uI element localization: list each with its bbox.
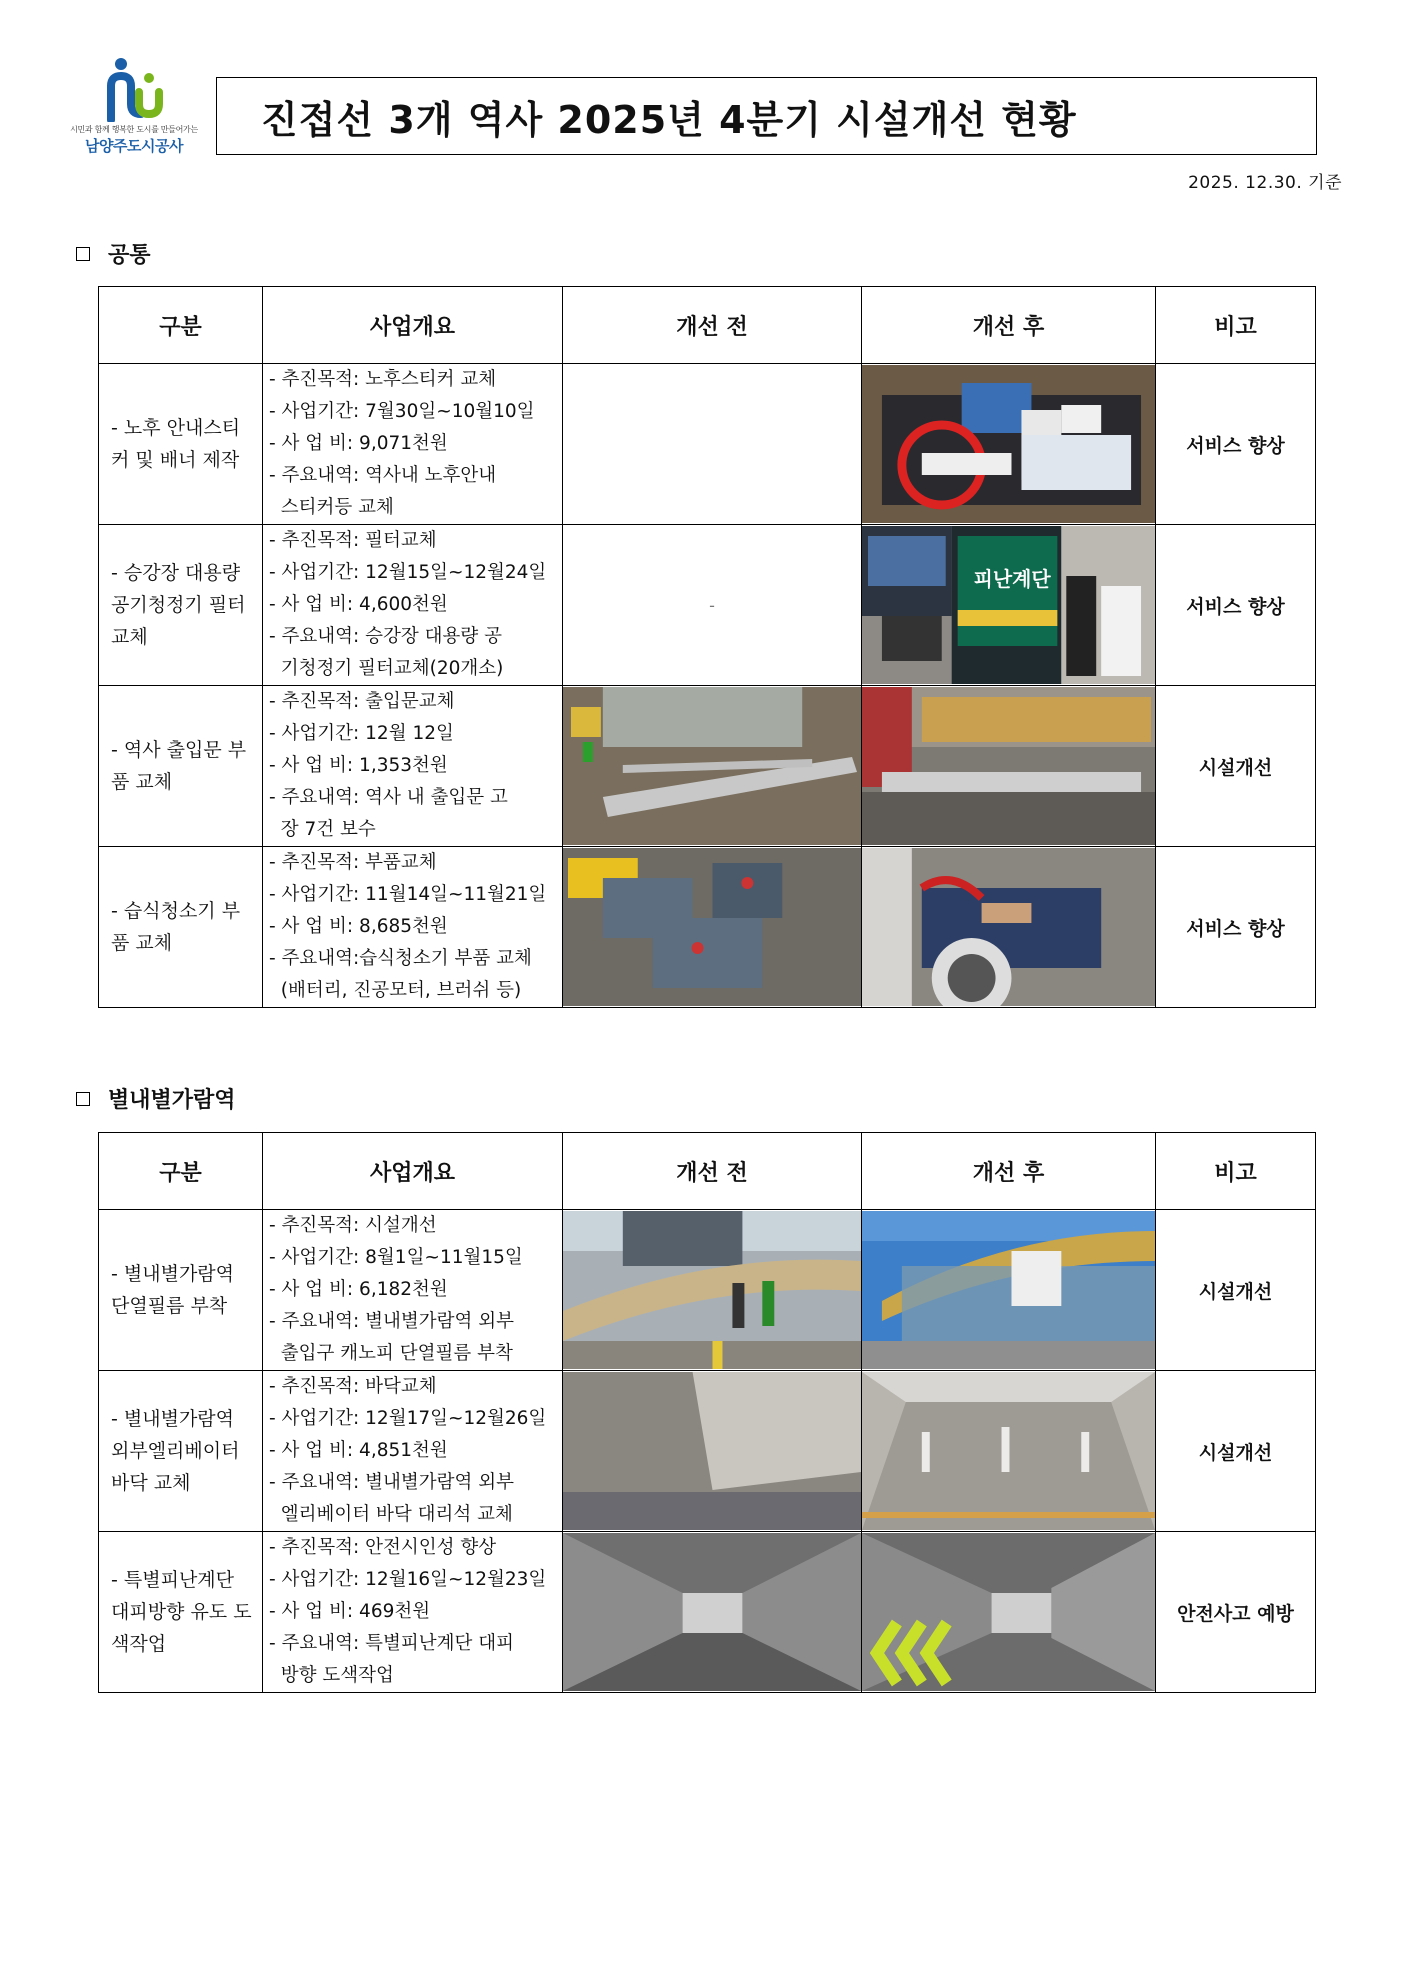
row-summary: - 추진목적: 시설개선 - 사업기간: 8월1일~11월15일 - 사 업 비: 6,182천원 - 주요내역: 별내별가람역 외부 출입구 캐노피 단열필름 부착 <box>263 1210 563 1371</box>
section-title: 별내별가람역 <box>108 1088 236 1113</box>
table-row <box>99 364 1316 525</box>
logo-slogan: 시민과 함께 행복한 도시를 만들어가는 <box>70 125 198 134</box>
exit-sign-text: 피난계단 <box>973 566 1051 592</box>
before-photo-empty: - <box>563 525 862 686</box>
row-note: 서비스 향상 <box>1156 525 1316 686</box>
col-header-summary: 사업개요 <box>263 1133 563 1210</box>
col-header-category: 구분 <box>99 1133 263 1210</box>
row-summary: - 추진목적: 바닥교체 - 사업기간: 12월17일~12월26일 - 사 업 비: 4,851천원 - 주요내역: 별내별가람역 외부 엘리베이터 바닥 대리석 교체 <box>263 1371 563 1532</box>
table-header-row <box>99 287 1316 364</box>
after-photo-corridor <box>862 1532 1156 1693</box>
after-photo-cleaner-repair <box>862 847 1156 1008</box>
row-note: 서비스 향상 <box>1156 847 1316 1008</box>
row-category: - 별내별가람역 단열필름 부착 <box>99 1210 263 1371</box>
after-photo-elevator-floor <box>862 1371 1156 1532</box>
row-category: - 노후 안내스티커 및 배너 제작 <box>99 364 263 525</box>
after-photo-canopy <box>862 1210 1156 1371</box>
table-common <box>98 286 1316 1008</box>
row-note: 시설개선 <box>1156 1371 1316 1532</box>
col-header-before: 개선 전 <box>563 287 862 364</box>
table-header-row <box>99 1133 1316 1210</box>
title-box <box>216 77 1317 155</box>
row-category: - 별내별가람역 외부엘리베이터 바닥 교체 <box>99 1371 263 1532</box>
before-photo-corridor <box>563 1532 862 1693</box>
table-row <box>99 686 1316 847</box>
table-row <box>99 525 1316 686</box>
section-title: 공통 <box>108 243 151 268</box>
section-heading-common <box>76 238 151 269</box>
col-header-note: 비고 <box>1156 1133 1316 1210</box>
company-logo <box>62 56 206 174</box>
checkbox-square-icon <box>76 1092 90 1106</box>
col-header-summary: 사업개요 <box>263 287 563 364</box>
before-photo-empty <box>563 364 862 525</box>
before-photo-canopy <box>563 1210 862 1371</box>
row-category: - 승강장 대용량 공기청정기 필터 교체 <box>99 525 263 686</box>
col-header-category: 구분 <box>99 287 263 364</box>
row-note: 시설개선 <box>1156 1210 1316 1371</box>
row-category: - 역사 출입문 부품 교체 <box>99 686 263 847</box>
row-note: 서비스 향상 <box>1156 364 1316 525</box>
row-note: 시설개선 <box>1156 686 1316 847</box>
table-row <box>99 847 1316 1008</box>
reference-date: 2025. 12.30. 기준 <box>1188 173 1342 193</box>
col-header-after: 개선 후 <box>862 287 1156 364</box>
row-summary: - 추진목적: 출입문교체 - 사업기간: 12월 12일 - 사 업 비: 1,353천원 - 주요내역: 역사 내 출입문 고 장 7건 보수 <box>263 686 563 847</box>
page-title: 진접선 3개 역사 2025년 4분기 시설개선 현황 <box>261 97 1077 142</box>
row-summary: - 추진목적: 노후스티커 교체 - 사업기간: 7월30일~10월10일 - 사 업 비: 9,071천원 - 주요내역: 역사내 노후안내 스티커등 교체 <box>263 364 563 525</box>
logo-mark-icon <box>103 56 165 122</box>
row-note: 안전사고 예방 <box>1156 1532 1316 1693</box>
row-category: - 습식청소기 부품 교체 <box>99 847 263 1008</box>
col-header-after: 개선 후 <box>862 1133 1156 1210</box>
row-summary: - 추진목적: 안전시인성 향상 - 사업기간: 12월16일~12월23일 - 사 업 비: 469천원 - 주요내역: 특별피난계단 대피 방향 도색작업 <box>263 1532 563 1693</box>
row-category: - 특별피난계단 대피방향 유도 도색작업 <box>99 1532 263 1693</box>
col-header-note: 비고 <box>1156 287 1316 364</box>
before-photo-batteries <box>563 847 862 1008</box>
before-photo-door-parts <box>563 686 862 847</box>
section-heading-byeollae <box>76 1083 236 1114</box>
table-row <box>99 1371 1316 1532</box>
after-photo-stickers <box>862 364 1156 525</box>
checkbox-square-icon <box>76 247 90 261</box>
table-row <box>99 1210 1316 1371</box>
table-row <box>99 1532 1316 1693</box>
before-photo-elevator-floor <box>563 1371 862 1532</box>
col-header-before: 개선 전 <box>563 1133 862 1210</box>
logo-org-name: 남양주도시공사 <box>85 137 183 155</box>
after-photo-door-parts <box>862 686 1156 847</box>
after-photo-air-purifier <box>862 525 1156 686</box>
table-byeollae <box>98 1132 1316 1693</box>
row-summary: - 추진목적: 필터교체 - 사업기간: 12월15일~12월24일 - 사 업 비: 4,600천원 - 주요내역: 승강장 대용량 공 기청정기 필터교체(20개소) <box>263 525 563 686</box>
row-summary: - 추진목적: 부품교체 - 사업기간: 11월14일~11월21일 - 사 업 비: 8,685천원 - 주요내역:습식청소기 부품 교체 (배터리, 진공모터, 브러쉬 등) <box>263 847 563 1008</box>
